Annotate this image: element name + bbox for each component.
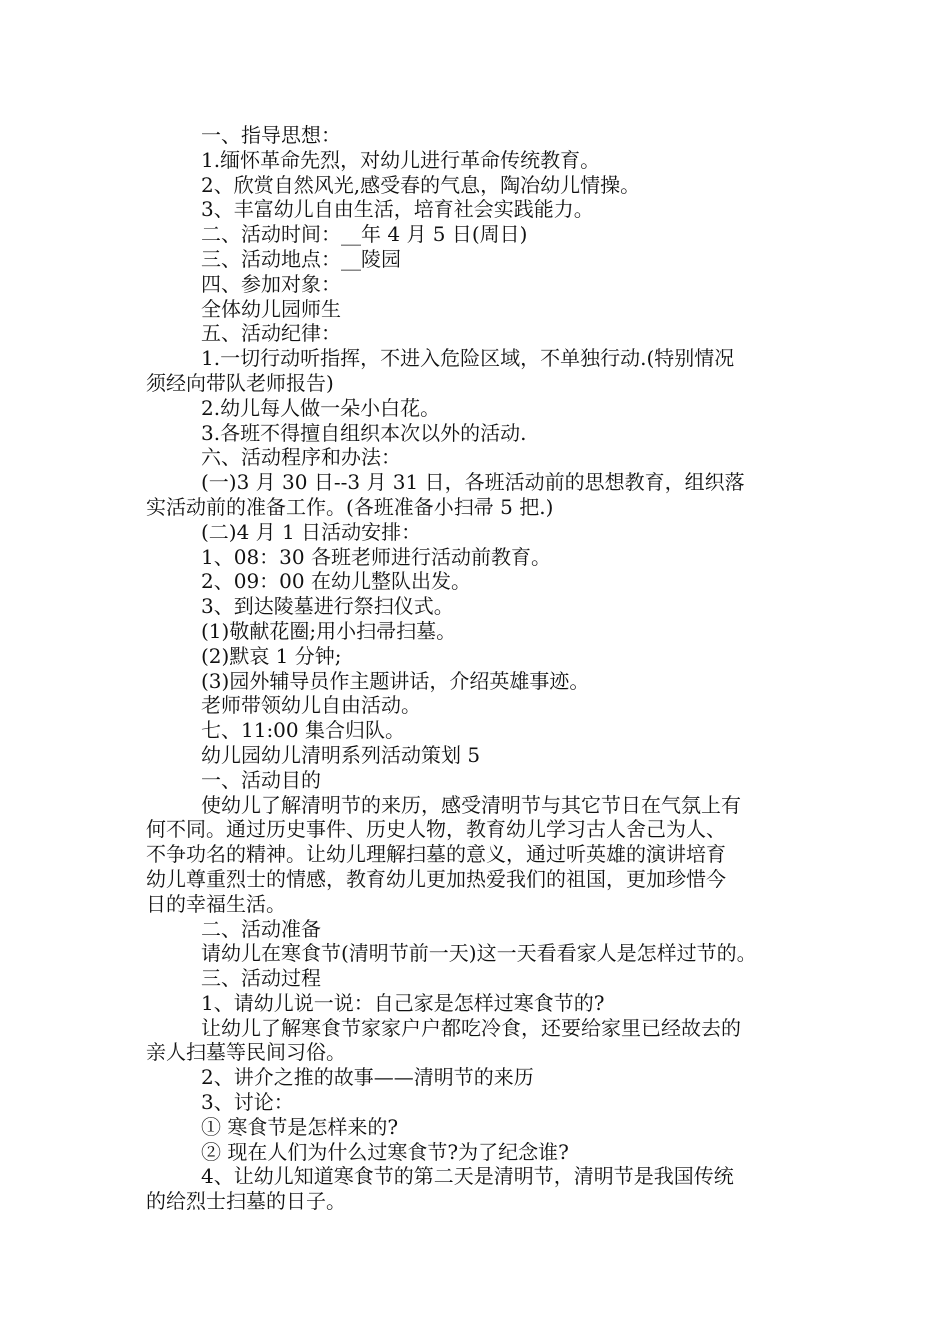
- document-line: 2、欣赏自然风光,感受春的气息，陶冶幼儿情操。: [201, 172, 641, 197]
- document-line: 五、活动纪律：: [201, 321, 341, 346]
- document-line: 2.幼儿每人做一朵小白花。: [201, 395, 441, 420]
- document-line: 的给烈士扫墓的日子。: [146, 1189, 346, 1214]
- document-line: 使幼儿了解清明节的来历，感受清明节与其它节日在气氛上有: [201, 792, 741, 817]
- document-body: [146, 123, 814, 1214]
- document-line: 2、讲介之推的故事——清明节的来历: [201, 1065, 534, 1090]
- document-line: (一)3 月 30 日--3 月 31 日，各班活动前的思想教育，组织落: [201, 470, 745, 495]
- document-line: 2、09：00 在幼儿整队出发。: [201, 569, 471, 594]
- document-line: 三、活动地点：__陵园: [201, 246, 401, 271]
- document-line: 亲人扫墓等民间习俗。: [146, 1040, 346, 1065]
- document-line: 3、到达陵墓进行祭扫仪式。: [201, 594, 454, 619]
- document-line: 幼儿园幼儿清明系列活动策划 5: [201, 742, 481, 767]
- document-line: (3)园外辅导员作主题讲话，介绍英雄事迹。: [201, 668, 590, 693]
- document-line: 实活动前的准备工作。(各班准备小扫帚 5 把.): [146, 494, 554, 519]
- document-line: 须经向带队老师报告): [146, 370, 334, 395]
- document-line: 1.缅怀革命先烈，对幼儿进行革命传统教育。: [201, 147, 601, 172]
- document-line: (二)4 月 1 日活动安排：: [201, 519, 422, 544]
- document-line: ① 寒食节是怎样来的?: [201, 1114, 399, 1139]
- document-line: 幼儿尊重烈士的情感，教育幼儿更加热爱我们的祖国，更加珍惜今: [146, 866, 726, 891]
- document-line: 二、活动时间：__年 4 月 5 日(周日): [201, 222, 528, 247]
- document-line: 3.各班不得擅自组织本次以外的活动.: [201, 420, 527, 445]
- document-line: 1、请幼儿说一说：自己家是怎样过寒食节的?: [201, 990, 605, 1015]
- document-line: 四、参加对象：: [201, 271, 341, 296]
- document-line: 七、11:00 集合归队。: [201, 718, 405, 743]
- document-line: 老师带领幼儿自由活动。: [201, 693, 421, 718]
- document-line: 三、活动过程: [201, 966, 321, 991]
- document-line: ② 现在人们为什么过寒食节?为了纪念谁?: [201, 1139, 569, 1164]
- document-line: 一、指导思想：: [201, 123, 341, 147]
- document-line: 何不同。通过历史事件、历史人物，教育幼儿学习古人舍己为人、: [146, 817, 726, 842]
- document-line: 日的幸福生活。: [146, 891, 286, 916]
- document-line: 六、活动程序和办法：: [201, 445, 401, 470]
- document-line: 不争功名的精神。让幼儿理解扫墓的意义，通过听英雄的演讲培育: [146, 842, 726, 867]
- document-line: (1)敬献花圈;用小扫帚扫墓。: [201, 618, 457, 643]
- document-line: 一、活动目的: [201, 767, 321, 792]
- document-line: 全体幼儿园师生: [201, 296, 341, 321]
- document-line: 3、讨论：: [201, 1090, 294, 1115]
- document-line: 二、活动准备: [201, 916, 321, 941]
- document-line: 4、让幼儿知道寒食节的第二天是清明节，清明节是我国传统: [201, 1164, 734, 1189]
- document-line: 1、08：30 各班老师进行活动前教育。: [201, 544, 551, 569]
- document-line: 1.一切行动听指挥，不进入危险区域，不单独行动.(特别情况: [201, 346, 735, 371]
- document-line: 3、丰富幼儿自由生活，培育社会实践能力。: [201, 197, 594, 222]
- document-line: 让幼儿了解寒食节家家户户都吃冷食，还要给家里已经故去的: [201, 1015, 741, 1040]
- document-line: (2)默哀 1 分钟;: [201, 643, 342, 668]
- document-line: 请幼儿在寒食节(清明节前一天)这一天看看家人是怎样过节的。: [201, 941, 757, 966]
